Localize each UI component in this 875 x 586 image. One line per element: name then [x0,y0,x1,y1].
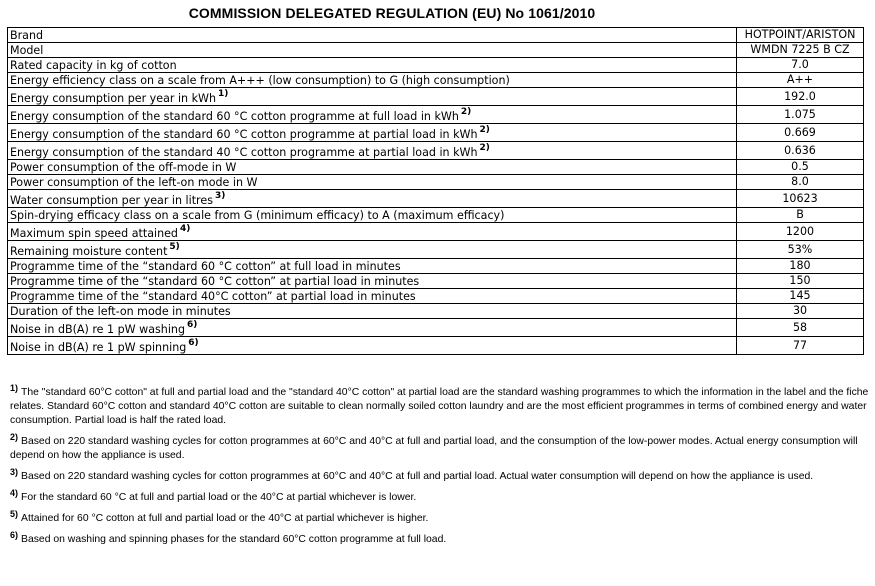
spec-label: Energy consumption of the standard 60 °C cotton programme at partial load in kWh [10,128,478,141]
spec-label-cell [8,259,737,274]
spec-value: 8.0 [737,175,864,190]
spec-value: 1.075 [737,106,864,124]
footnote-number: 1) [10,382,19,393]
spec-label-cell [8,142,737,160]
spec-label: Energy consumption of the standard 40 °C cotton programme at partial load in kWh [10,146,478,159]
spec-value: 53% [737,241,864,259]
spec-value: 150 [737,274,864,289]
spec-value: 58 [737,319,864,337]
table-row [8,319,864,337]
spec-label-cell [8,124,737,142]
table-row [8,190,864,208]
spec-label: Programme time of the “standard 40°C cotton” at partial load in minutes [10,290,416,303]
footnote [10,529,870,547]
spec-label: Power consumption of the off-mode in W [10,161,237,174]
spec-label-cell [8,28,737,43]
spec-label: Energy efficiency class on a scale from A+++ (low consumption) to G (high consumption) [10,74,510,87]
product-fiche-table [7,27,864,355]
table-row [8,175,864,190]
spec-value: 145 [737,289,864,304]
table-row [8,337,864,355]
spec-label: Brand [10,29,44,42]
spec-label: Noise in dB(A) re 1 pW spinning [10,341,187,354]
spec-label-cell [8,88,737,106]
table-row [8,289,864,304]
spec-label-cell [8,337,737,355]
spec-label: Energy consumption of the standard 60 °C cotton programme at full load in kWh [10,110,459,123]
spec-label-cell [8,175,737,190]
table-row [8,160,864,175]
spec-label-cell [8,160,737,175]
spec-value: A++ [737,73,864,88]
footnote-number: 4) [10,487,19,498]
spec-value: 192.0 [737,88,864,106]
spec-label: Spin-drying efficacy class on a scale from G (minimum efficacy) to A (maximum efficacy) [10,209,505,222]
product-fiche-table-body [8,28,864,355]
spec-value: 0.636 [737,142,864,160]
table-row [8,274,864,289]
spec-label-cell [8,274,737,289]
spec-value: 0.5 [737,160,864,175]
spec-value: HOTPOINT/ARISTON [737,28,864,43]
table-row [8,241,864,259]
footnote [10,487,870,505]
footnote-text: For the standard 60 °C at full and partial load or the 40°C at partial whichever is lower. [21,492,417,503]
spec-label-cell [8,319,737,337]
footnote [10,382,870,428]
spec-label-cell [8,241,737,259]
spec-label-cell [8,304,737,319]
spec-label-cell [8,43,737,58]
table-row [8,88,864,106]
spec-label: Model [10,44,44,57]
footnote-marker: 2) [479,143,490,154]
spec-label: Programme time of the “standard 60 °C cotton” at full load in minutes [10,260,401,273]
spec-value: 10623 [737,190,864,208]
spec-label-cell [8,58,737,73]
footnote-text: Based on washing and spinning phases for the standard 60°C cotton programme at full load. [21,534,447,545]
footnote-text: Based on 220 standard washing cycles for cotton programmes at 60°C and 40°C at full and partial load, and the consumption of the low-power modes. Actual energy consumption will depend on how the appliance is used. [10,436,858,461]
spec-label-cell [8,223,737,241]
footnote-marker: 4) [179,224,191,235]
footnote-marker: 6) [187,320,198,331]
spec-label: Duration of the left-on mode in minutes [10,305,231,318]
table-row [8,73,864,88]
spec-label-cell [8,106,737,124]
table-row [8,124,864,142]
footnote-number: 5) [10,508,19,519]
table-row [8,142,864,160]
table-row [8,28,864,43]
table-row [8,208,864,223]
spec-value: 0.669 [737,124,864,142]
footnote-marker: 2) [460,107,472,118]
spec-value: 1200 [737,223,864,241]
spec-label: Maximum spin speed attained [10,227,178,240]
footnote-marker: 3) [214,191,226,202]
spec-label-cell [8,190,737,208]
spec-value: 180 [737,259,864,274]
footnote-number: 2) [10,431,19,442]
footnote-marker: 5) [169,242,180,253]
spec-value: 30 [737,304,864,319]
footnotes [10,382,870,554]
footnote [10,466,870,484]
spec-label: Programme time of the “standard 60 °C cotton” at partial load in minutes [10,275,420,288]
spec-value: 7.0 [737,58,864,73]
spec-label: Energy consumption per year in kWh [10,92,217,105]
spec-label: Noise in dB(A) re 1 pW washing [10,323,185,336]
footnote-number: 3) [10,466,19,477]
spec-label-cell [8,73,737,88]
table-row [8,304,864,319]
table-row [8,58,864,73]
spec-label-cell [8,289,737,304]
footnote-text: Based on 220 standard washing cycles for cotton programmes at 60°C and 40°C at full and partial load. Actual water consumption will depend on how the appliance is used. [21,471,814,482]
table-row [8,43,864,58]
spec-label: Rated capacity in kg of cotton [10,59,177,72]
table-row [8,259,864,274]
page-title: COMMISSION DELEGATED REGULATION (EU) No 1061/2010 [188,5,596,21]
footnote-text: The "standard 60°C cotton" at full and partial load and the "standard 40°C cotton" at partial load are the standard washing programmes to which the information in the label and the fiche relates. Standard 60°C cotton and standard 40°C cotton are suitable to clean normally soiled cotton laundry and are the most efficient programmes in terms of combined energy and water consumption. Partial load is half the rated load. [10,387,869,426]
footnote-text: Attained for 60 °C cotton at full and partial load or the 40°C at partial whichever is higher. [21,513,429,524]
footnote-number: 6) [10,529,19,540]
spec-label-cell [8,208,737,223]
spec-value: 77 [737,337,864,355]
spec-label: Remaining moisture content [10,245,168,258]
table-row [8,106,864,124]
spec-value: B [737,208,864,223]
spec-label: Water consumption per year in litres [10,194,213,207]
footnote-marker: 6) [188,338,199,349]
table-row [8,223,864,241]
spec-value: WMDN 7225 B CZ [737,43,864,58]
spec-label: Power consumption of the left-on mode in W [10,176,258,189]
footnote-marker: 2) [479,125,490,136]
footnote [10,431,870,463]
footnote-marker: 1) [218,89,229,100]
footnote [10,508,870,526]
